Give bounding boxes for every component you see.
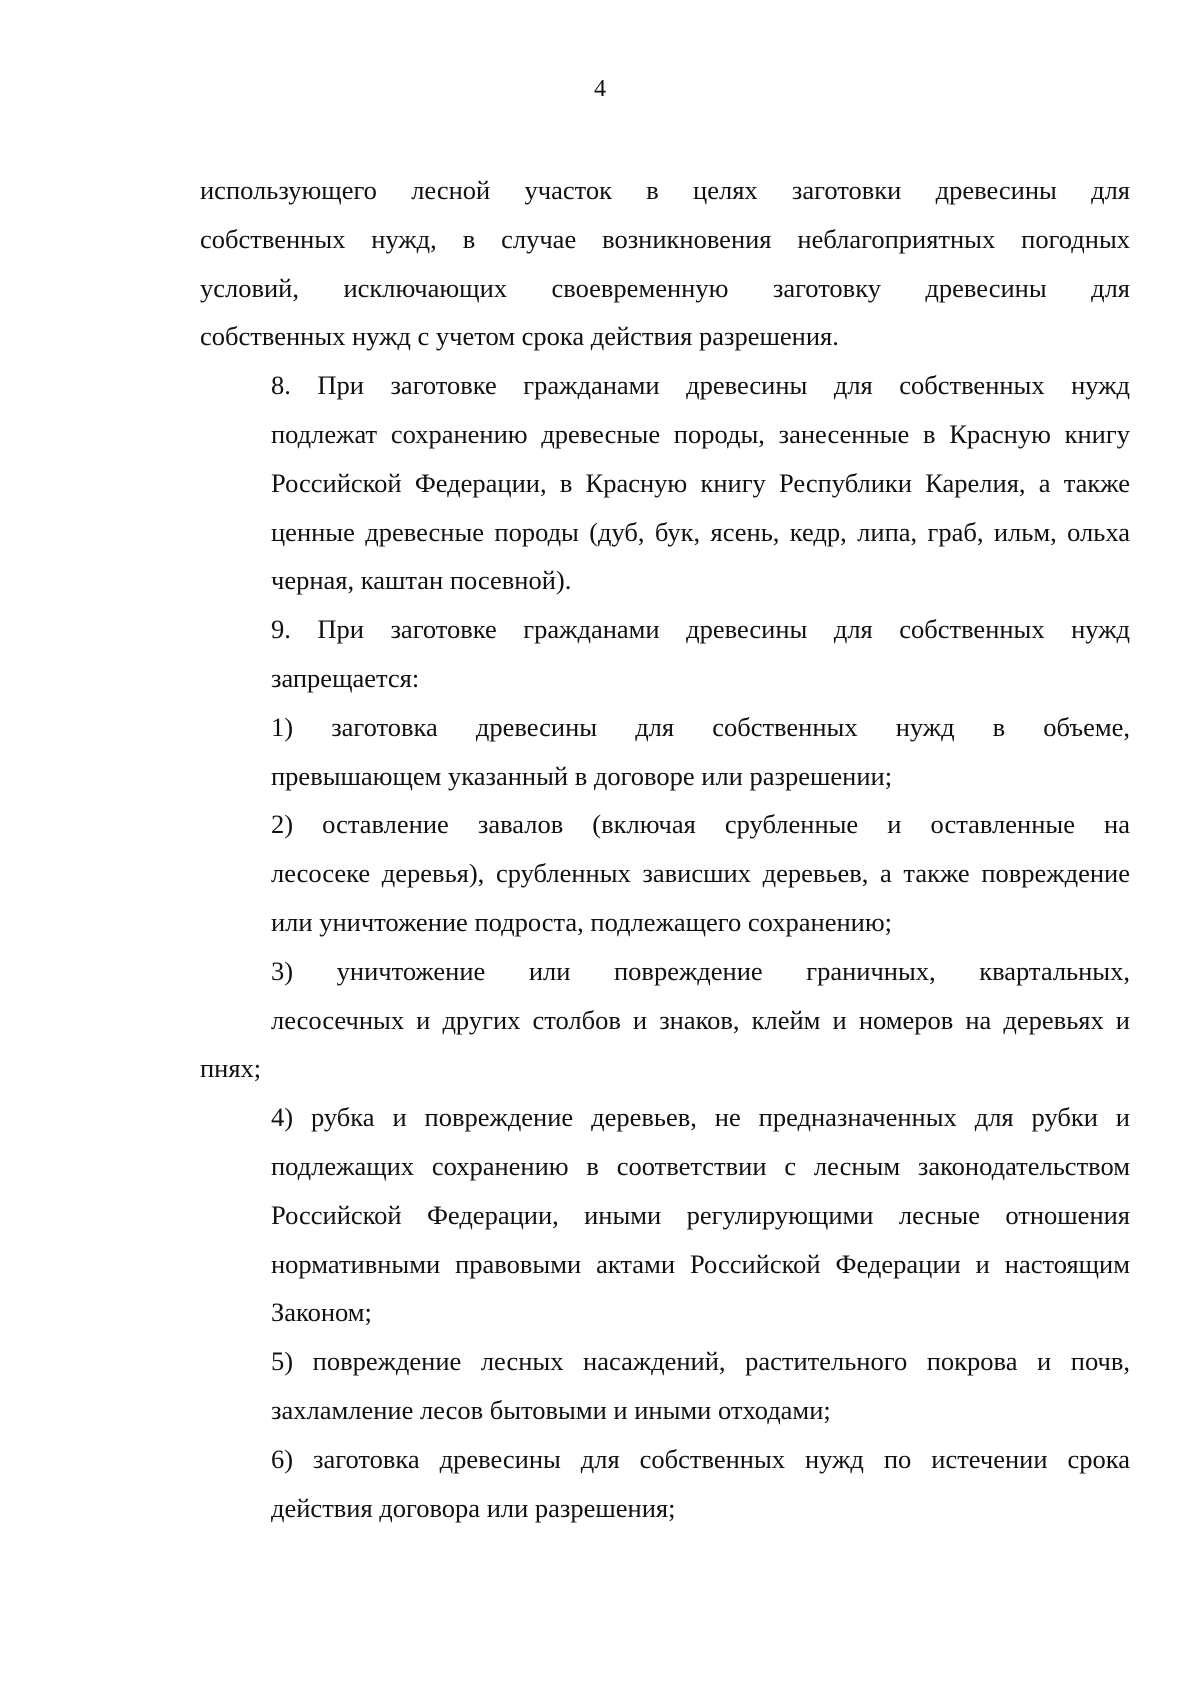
text-line: захламление лесов бытовыми и иными отходами; [271, 1394, 831, 1425]
text-line: ценные древесные породы (дуб, бук, ясень, кедр, липа, граб, ильм, ольха [271, 516, 1130, 547]
text-line: лесосеке деревья), срубленных зависших деревьев, а также повреждение [271, 858, 1130, 889]
text-line: 4) рубка и повреждение деревьев, не предназначенных для рубки и [271, 1102, 1130, 1133]
text-line: использующего лесной участок в целях заготовки древесины для [200, 175, 1130, 205]
text-line: подлежат сохранению древесные породы, занесенные в Красную книгу [271, 418, 1130, 449]
paragraph [200, 1093, 1130, 1337]
paragraph [200, 800, 1130, 946]
text-line: условий, исключающих своевременную заготовку древесины для [200, 272, 1130, 303]
text-line: подлежащих сохранению в соответствии с лесным законодательством [271, 1150, 1130, 1181]
text-line: 2) оставление завалов (включая срубленные и оставленные на [271, 809, 1130, 840]
text-line: Российской Федерации, в Красную книгу Республики Карелия, а также [271, 467, 1130, 498]
text-line: 5) повреждение лесных насаждений, растительного покрова и почв, [271, 1346, 1130, 1377]
paragraph [200, 166, 1130, 361]
text-line: превышающем указанный в договоре или разрешении; [271, 760, 893, 791]
text-line: Законом; [271, 1297, 372, 1328]
text-line: действия договора или разрешения; [271, 1492, 676, 1523]
paragraph [200, 703, 1130, 801]
paragraph [200, 1435, 1130, 1533]
paragraph [200, 361, 1130, 605]
text-line: 9. При заготовке гражданами древесины для собственных нужд [271, 614, 1130, 645]
page-number: 4 [594, 76, 606, 102]
text-line: нормативными правовыми актами Российской Федерации и настоящим [271, 1248, 1130, 1279]
document-body [200, 166, 1130, 1532]
text-line: собственных нужд с учетом срока действия разрешения. [200, 321, 839, 352]
text-line: 6) заготовка древесины для собственных нужд по истечении срока [271, 1443, 1130, 1474]
text-line: или уничтожение подроста, подлежащего сохранению; [271, 906, 892, 937]
text-line: 8. При заготовке гражданами древесины для собственных нужд [271, 370, 1130, 401]
text-line: 3) уничтожение или повреждение граничных, квартальных, [271, 955, 1130, 986]
text-line: лесосечных и других столбов и знаков, клейм и номеров на деревьях и пнях; [200, 1004, 1130, 1084]
paragraph [200, 1337, 1130, 1435]
text-line: черная, каштан посевной). [271, 565, 572, 596]
text-line: Российской Федерации, иными регулирующими лесные отношения [271, 1199, 1130, 1230]
paragraph [200, 605, 1130, 703]
text-line: собственных нужд, в случае возникновения неблагоприятных погодных [200, 223, 1130, 254]
paragraph [200, 947, 1130, 1093]
text-line: 1) заготовка древесины для собственных нужд в объеме, [271, 711, 1130, 742]
text-line: запрещается: [271, 662, 420, 693]
